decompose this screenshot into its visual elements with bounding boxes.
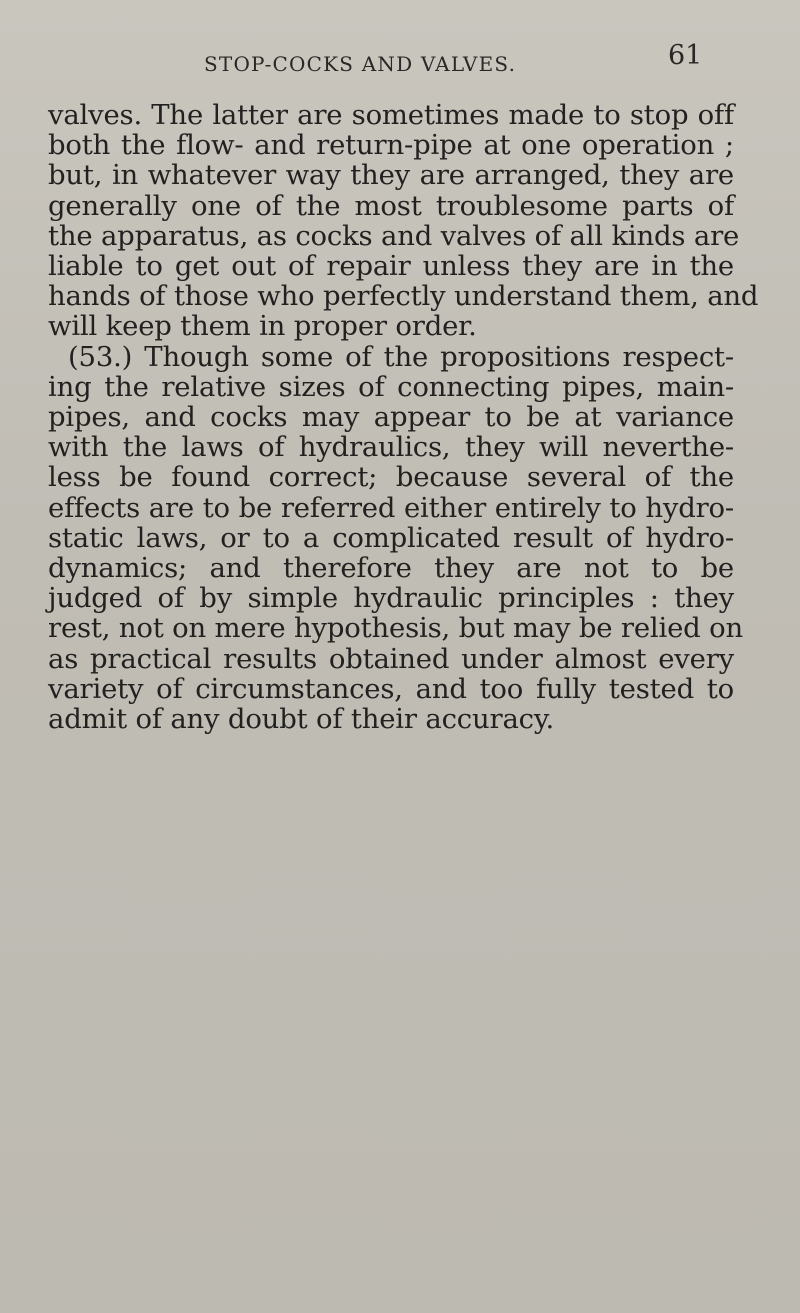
paragraph-start-line: (53.) Though some of the propositions respect-	[68, 340, 734, 373]
text-line: judged of by simple hydraulic principles : they	[48, 582, 734, 615]
text-line: liable to get out of repair unless they are in the	[48, 250, 734, 283]
text-line: generally one of the most troublesome parts of	[48, 189, 734, 222]
running-head: STOP-COCKS AND VALVES.	[204, 52, 517, 76]
text-line: the apparatus, as cocks and valves of all kinds are	[48, 219, 740, 252]
page-number: 61	[668, 40, 703, 71]
text-line: dynamics; and therefore they are not to be	[48, 552, 734, 585]
text-line: rest, not on mere hypothesis, but may be relied on	[48, 612, 743, 645]
text-line: valves. The latter are sometimes made to stop off	[48, 99, 734, 131]
text-line: both the flow- and return-pipe at one operation ;	[48, 129, 734, 162]
text-line: ing the relative sizes of connecting pipes, main-	[48, 370, 734, 403]
text-line: pipes, and cocks may appear to be at variance	[48, 401, 734, 434]
text-line: less be found correct; because several of the	[48, 461, 734, 494]
text-line: effects are to be referred either entirely to hydro-	[48, 491, 734, 524]
body-text	[48, 99, 759, 736]
text-line: static laws, or to a complicated result of hydro-	[48, 521, 734, 554]
text-line: as practical results obtained under almost every	[48, 642, 734, 675]
text-line: admit of any doubt of their accuracy.	[48, 703, 555, 736]
text-line: hands of those who perfectly understand them, and	[48, 280, 759, 313]
text-line: but, in whatever way they are arranged, they are	[48, 159, 734, 192]
text-line: will keep them in proper order.	[48, 310, 477, 343]
text-line: variety of circumstances, and too fully tested to	[48, 672, 734, 705]
text-line: with the laws of hydraulics, they will neverthe-	[48, 431, 734, 464]
